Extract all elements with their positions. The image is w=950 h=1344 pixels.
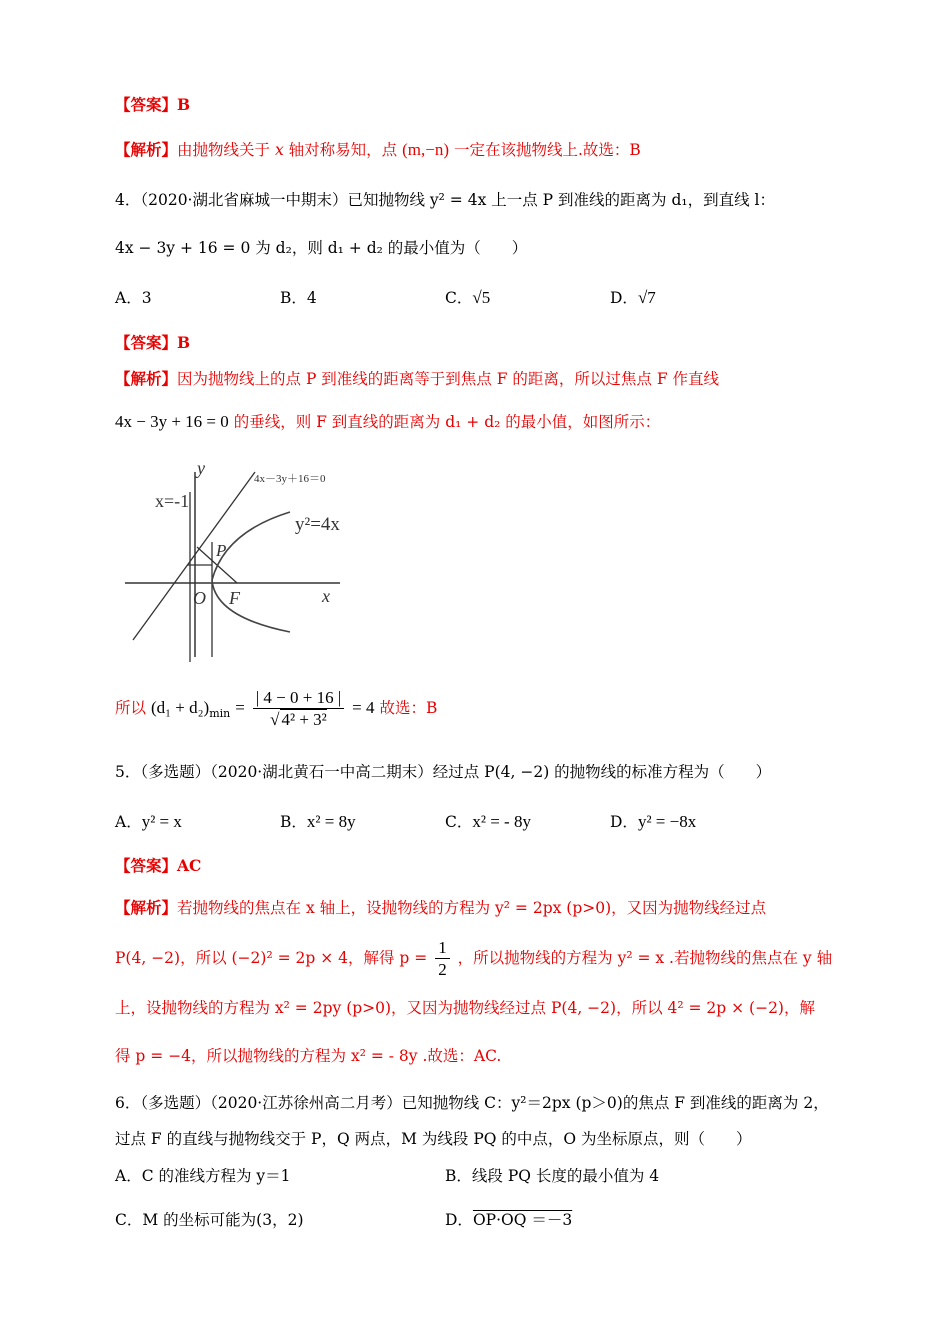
- result-numerator: | 4 − 0 + 16 |: [253, 688, 344, 709]
- answer-tag: 【答案】: [115, 95, 178, 114]
- answer-tag: 【答案】: [115, 856, 178, 875]
- q4-analysis-line1: [115, 369, 719, 389]
- q5-option-c: [445, 812, 531, 832]
- result-sub: min: [209, 707, 231, 721]
- analysis-text: 由抛物线关于: [177, 141, 271, 159]
- analysis-text: 因为抛物线上的点 P 到准线的距离等于到焦点 F 的距离，所以过焦点 F 作直线: [177, 370, 720, 388]
- q6-stem-line1: 6．（多选题）（2020·江苏徐州高二月考）已知抛物线 C：y²＝2px (p＞0)的焦点 F 到准线的距离为 2，: [115, 1094, 829, 1112]
- analysis-tag: 【解析】: [115, 898, 178, 917]
- fraction-numerator: 1: [435, 938, 450, 959]
- q5-analysis-line3: 上，设抛物线的方程为 x² = 2py (p>0)，又因为抛物线经过点 P(4, −2)，所以 4² = 2p × (−2)，解: [115, 999, 815, 1017]
- q4-stem-line2: 4x − 3y + 16 = 0 为 d₂，则 d₁ + d₂ 的最小值为（ ）: [115, 239, 528, 257]
- q3-answer-line: [115, 95, 190, 115]
- option-value: x² = - 8y: [472, 812, 531, 831]
- option-value: y² = −8x: [637, 812, 697, 831]
- option-label: B．: [445, 1167, 472, 1185]
- analysis-tag: 【解析】: [115, 140, 178, 159]
- result-fraction: $\frac{| 4 - 0 + 16 |}{\text{√ 4² + 3²}}$: [253, 688, 344, 731]
- q4-analysis-line2: [115, 412, 660, 432]
- analysis-text: 若抛物线的焦点在 x 轴上，设抛物线的方程为 y² = 2px (p>0)，又因为抛物线经过点: [177, 899, 767, 917]
- analysis-text: P(4, −2)，所以 (−2)² = 2p × 4，解得 p =: [115, 949, 428, 967]
- option-value: C 的准线方程为 y＝1: [141, 1167, 291, 1185]
- q4-option-b: [280, 288, 317, 308]
- analysis-text: 轴对称易知，点: [288, 141, 398, 159]
- option-label: C．: [445, 289, 473, 307]
- answer-tag: 【答案】: [115, 333, 178, 352]
- directrix-label: x=-1: [155, 491, 190, 511]
- option-value: 线段 PQ 长度的最小值为 4: [471, 1167, 660, 1185]
- option-label: A．: [115, 289, 142, 307]
- option-value: OP·OQ ＝－3: [472, 1211, 573, 1229]
- tangent-line: [133, 472, 255, 640]
- result-denominator: 4² + 3²: [281, 709, 327, 729]
- analysis-math: 4x − 3y + 16 = 0: [115, 412, 229, 431]
- q5-answer-line: [115, 856, 201, 876]
- answer-value: B: [177, 333, 191, 352]
- result-prefix: 所以: [115, 699, 147, 717]
- q4-option-c: [445, 288, 490, 308]
- option-label: D．: [445, 1211, 473, 1229]
- fraction-denominator: 2: [438, 959, 447, 979]
- q6-option-a: [115, 1166, 291, 1186]
- q6-stem-line2: 过点 F 的直线与抛物线交于 P，Q 两点，M 为线段 PQ 的中点，O 为坐标原点，则（ ）: [115, 1130, 752, 1148]
- option-label: B．: [280, 813, 307, 831]
- point-p-label: P: [216, 541, 227, 560]
- q4-stem-line1: 4．（2020·湖北省麻城一中期末）已知抛物线 y² = 4x 上一点 P 到准线的距离为 d₁，到直线 l：: [115, 191, 775, 209]
- option-label: C．: [445, 813, 473, 831]
- tangent-line-label: 4x－3y＋16＝0: [254, 473, 326, 485]
- option-value: M 的坐标可能为(3，2): [142, 1211, 304, 1229]
- q4-option-d: [610, 288, 656, 308]
- parabola-figure: [115, 452, 355, 662]
- answer-value: B: [177, 95, 191, 114]
- parabola-curve: [212, 512, 290, 632]
- fraction-half: [435, 938, 450, 981]
- q4-option-a: [115, 288, 152, 308]
- option-label: C．: [115, 1211, 143, 1229]
- q4-result-line: 所以 $(d_1 + d_2)_{min}$ = $\frac{| 4 - 0 + 16 |}{\text{√ 4² + 3²}}$ = 4 故选：B: [115, 687, 438, 729]
- result-lhs: (d₁ + d₂): [150, 698, 210, 717]
- x-axis-label: x: [322, 586, 330, 606]
- analysis-tag: 【解析】: [115, 369, 178, 388]
- q3-analysis-line: [115, 140, 641, 160]
- option-value: 4: [306, 289, 317, 307]
- q4-answer-line: [115, 333, 190, 353]
- option-value: 3: [141, 289, 152, 307]
- q5-option-d: [610, 812, 696, 832]
- option-value: √5: [472, 288, 491, 307]
- q5-analysis-line1: [115, 898, 766, 918]
- analysis-point: (m,−n): [402, 140, 449, 159]
- q6-option-d: [445, 1210, 572, 1230]
- option-label: D．: [610, 289, 638, 307]
- option-label: D．: [610, 813, 638, 831]
- option-value: x² = 8y: [306, 812, 356, 831]
- analysis-text: 的垂线，则 F 到直线的距离为 d₁ + d₂ 的最小值，如图所示：: [228, 413, 661, 431]
- option-label: A．: [115, 813, 142, 831]
- q6-option-c: [115, 1210, 304, 1230]
- q5-option-a: [115, 812, 182, 832]
- analysis-text: ，所以抛物线的方程为 y² = x .若抛物线的焦点在 y 轴: [457, 949, 833, 967]
- q5-option-b: [280, 812, 356, 832]
- q5-stem: 5．（多选题）（2020·湖北黄石一中高二期末）经过点 P(4, −2) 的抛物线的标准方程为（ ）: [115, 763, 772, 781]
- q6-option-b: [445, 1166, 659, 1186]
- parabola-label: y²=4x: [295, 514, 340, 535]
- q5-analysis-line2: [115, 936, 832, 981]
- q5-analysis-line4: 得 p = −4，所以抛物线的方程为 x² = - 8y .故选：AC.: [115, 1047, 502, 1065]
- answer-value: AC: [177, 856, 202, 875]
- origin-label: O: [193, 588, 206, 608]
- analysis-var: x: [274, 141, 284, 159]
- analysis-text: 一定在该抛物线上.故选：B: [453, 141, 641, 159]
- option-value: y² = x: [141, 812, 182, 831]
- result-equals: = 4: [352, 698, 375, 717]
- y-axis-label: y: [197, 458, 205, 478]
- result-suffix: 故选：B: [379, 699, 438, 717]
- focus-label: F: [229, 588, 240, 608]
- option-value: √7: [637, 288, 656, 307]
- option-label: B．: [280, 289, 307, 307]
- option-label: A．: [115, 1167, 142, 1185]
